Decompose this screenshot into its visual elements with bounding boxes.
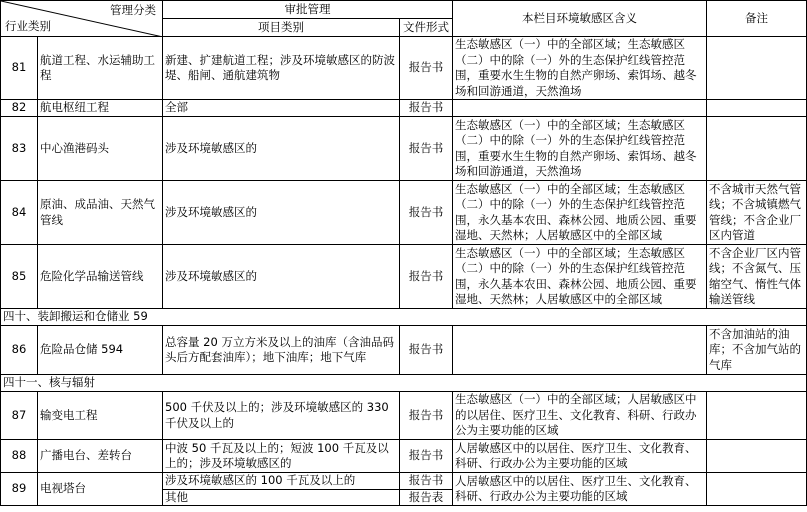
row-number: 83 <box>1 117 38 181</box>
industry-cell: 航电枢纽工程 <box>38 100 163 117</box>
project-cell: 其他 <box>163 489 400 506</box>
remark-cell: 不含加油站的油库；不含加气站的气库 <box>707 326 807 375</box>
section-row <box>1 375 807 392</box>
row-number: 89 <box>1 473 38 506</box>
sensitive-cell: 生态敏感区（一）中的全部区域；人居敏感区中的以居住、医疗卫生、文化教育、科研、行政办公为主要功能的区域 <box>453 392 707 440</box>
remark-cell <box>707 100 807 117</box>
industry-cell: 航道工程、水运辅助工程 <box>38 37 163 100</box>
header-sensitive-meaning: 本栏目环境敏感区含义 <box>453 1 707 37</box>
header-industry-category: 行业类别 <box>5 18 51 33</box>
header-document-form: 文件形式 <box>400 19 453 37</box>
project-cell: 涉及环境敏感区的 <box>163 245 400 309</box>
form-cell: 报告书 <box>400 245 453 309</box>
project-cell: 涉及环境敏感区的 <box>163 117 400 181</box>
row-number: 87 <box>1 392 38 440</box>
project-cell: 中波 50 千瓦及以上的；短波 100 千瓦及以上的；涉及环境敏感区的 <box>163 440 400 473</box>
industry-cell: 危险品仓储 594 <box>38 326 163 375</box>
sensitive-cell: 生态敏感区（一）中的全部区域；生态敏感区（二）中的除（一）外的生态保护红线管控范围，永久基本农田、森林公园、地质公园、重要湿地、天然林；人居敏感区中的全部区域 <box>453 181 707 245</box>
remark-cell: 不含城市天然气管线；不含城镇燃气管线；不含企业厂区内管道 <box>707 181 807 245</box>
remark-cell <box>707 392 807 440</box>
form-cell: 报告表 <box>400 489 453 506</box>
row-number: 88 <box>1 440 38 473</box>
form-cell: 报告书 <box>400 181 453 245</box>
form-cell: 报告书 <box>400 37 453 100</box>
sensitive-cell: 生态敏感区（一）中的全部区域；生态敏感区（二）中的除（一）外的生态保护红线管控范围，重要水生生物的自然产卵场、索饵场、越冬场和回游通道，天然渔场 <box>453 117 707 181</box>
remark-cell <box>707 440 807 473</box>
table-row <box>1 100 807 117</box>
sensitive-cell <box>453 326 707 375</box>
form-cell: 报告书 <box>400 440 453 473</box>
header-remarks: 备注 <box>707 1 807 37</box>
industry-cell: 危险化学品输送管线 <box>38 245 163 309</box>
row-number: 85 <box>1 245 38 309</box>
form-cell: 报告书 <box>400 117 453 181</box>
table-row <box>1 245 807 309</box>
project-cell: 新建、扩建航道工程；涉及环境敏感区的防波堤、船闸、通航建筑物 <box>163 37 400 100</box>
header-diagonal-cell <box>1 1 163 37</box>
row-number: 81 <box>1 37 38 100</box>
sensitive-cell: 人居敏感区中的以居住、医疗卫生、文化教育、科研、行政办公为主要功能的区域 <box>453 473 707 506</box>
sensitive-cell <box>453 100 707 117</box>
project-cell: 涉及环境敏感区的 <box>163 181 400 245</box>
sensitive-cell: 生态敏感区（一）中的全部区域；生态敏感区（二）中的除（一）外的生态保护红线管控范围，重要水生生物的自然产卵场、索饵场、越冬场和回游通道，天然渔场 <box>453 37 707 100</box>
sensitive-cell: 生态敏感区（一）中的全部区域；生态敏感区（二）中的除（一）外的生态保护红线管控范围，永久基本农田、森林公园、地质公园、重要湿地、天然林；人居敏感区中的全部区域 <box>453 245 707 309</box>
industry-cell: 原油、成品油、天然气管线 <box>38 181 163 245</box>
row-number: 84 <box>1 181 38 245</box>
table-row <box>1 473 807 490</box>
remark-cell <box>707 473 807 506</box>
section-title: 四十、装卸搬运和仓储业 59 <box>1 309 807 326</box>
form-cell: 报告书 <box>400 392 453 440</box>
remark-cell: 不含企业厂区内管线；不含氮气、压缩空气、惰性气体输送管线 <box>707 245 807 309</box>
project-cell: 500 千伏及以上的；涉及环境敏感区的 330 千伏及以上的 <box>163 392 400 440</box>
header-project-category: 项目类别 <box>163 19 400 37</box>
header-mgmt-category: 管理分类 <box>110 3 156 17</box>
form-cell: 报告书 <box>400 473 453 490</box>
header-approval: 审批管理 <box>163 1 453 19</box>
form-cell: 报告书 <box>400 100 453 117</box>
table-row <box>1 181 807 245</box>
row-number: 82 <box>1 100 38 117</box>
section-row <box>1 309 807 326</box>
table-row <box>1 440 807 473</box>
project-cell: 全部 <box>163 100 400 117</box>
form-cell: 报告书 <box>400 326 453 375</box>
industry-cell: 输变电工程 <box>38 392 163 440</box>
remark-cell <box>707 37 807 100</box>
remark-cell <box>707 117 807 181</box>
industry-cell: 广播电台、差转台 <box>38 440 163 473</box>
row-number: 86 <box>1 326 38 375</box>
industry-cell: 中心渔港码头 <box>38 117 163 181</box>
table-row <box>1 117 807 181</box>
table-row <box>1 326 807 375</box>
section-title: 四十一、核与辐射 <box>1 375 807 392</box>
project-cell: 涉及环境敏感区的 100 千瓦及以上的 <box>163 473 400 490</box>
industry-cell: 电视塔台 <box>38 473 163 506</box>
table-row <box>1 37 807 100</box>
project-cell: 总容量 20 万立方米及以上的油库（含油品码头后方配套油库）；地下油库；地下气库 <box>163 326 400 375</box>
sensitive-cell: 人居敏感区中的以居住、医疗卫生、文化教育、科研、行政办公为主要功能的区域 <box>453 440 707 473</box>
table-row <box>1 392 807 440</box>
